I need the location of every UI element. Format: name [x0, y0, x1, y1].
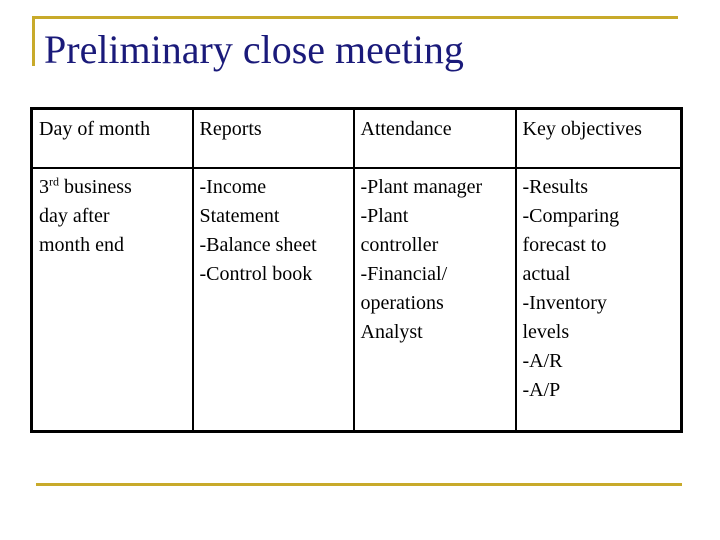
meeting-table: [30, 107, 683, 433]
objectives-line: -Inventory: [522, 292, 607, 314]
page-title: Preliminary close meeting: [44, 27, 464, 72]
day-line: day after: [39, 205, 110, 227]
attendance-line: controller: [360, 234, 439, 256]
day-line: month end: [39, 234, 124, 256]
objectives-cell: [516, 168, 682, 432]
day-line: [39, 173, 186, 202]
day-line-rest: business: [59, 176, 132, 198]
header-key-objectives: Key objectives: [516, 109, 682, 169]
reports-line: Statement: [199, 205, 280, 227]
reports-cell: [193, 168, 354, 432]
attendance-line: -Financial/: [360, 263, 448, 285]
day-ordinal-suffix: rd: [49, 174, 59, 189]
objectives-line: actual: [522, 263, 571, 285]
objectives-line: -A/P: [522, 379, 561, 401]
objectives-line: -Results: [522, 176, 589, 198]
attendance-line: Analyst: [360, 321, 423, 343]
objectives-line: -Comparing: [522, 205, 620, 227]
table-header-row: [32, 109, 682, 169]
reports-line: -Balance sheet: [199, 234, 317, 256]
header-day-of-month: Day of month: [32, 109, 193, 169]
attendance-line: -Plant manager: [360, 176, 483, 198]
day-cell: [32, 168, 193, 432]
attendance-line: -Plant: [360, 205, 409, 227]
day-ordinal-number: 3: [39, 176, 49, 198]
objectives-line: -A/R: [522, 350, 563, 372]
attendance-cell: [354, 168, 516, 432]
bottom-accent-line: [36, 483, 682, 486]
attendance-line: operations: [360, 292, 444, 314]
top-accent-line: [32, 16, 678, 19]
header-reports: Reports: [193, 109, 354, 169]
objectives-line: levels: [522, 321, 570, 343]
left-accent-line: [32, 16, 35, 66]
table-row: [32, 168, 682, 432]
reports-line: -Control book: [199, 263, 313, 285]
header-attendance: Attendance: [354, 109, 516, 169]
reports-line: -Income: [199, 176, 267, 198]
objectives-line: forecast to: [522, 234, 607, 256]
